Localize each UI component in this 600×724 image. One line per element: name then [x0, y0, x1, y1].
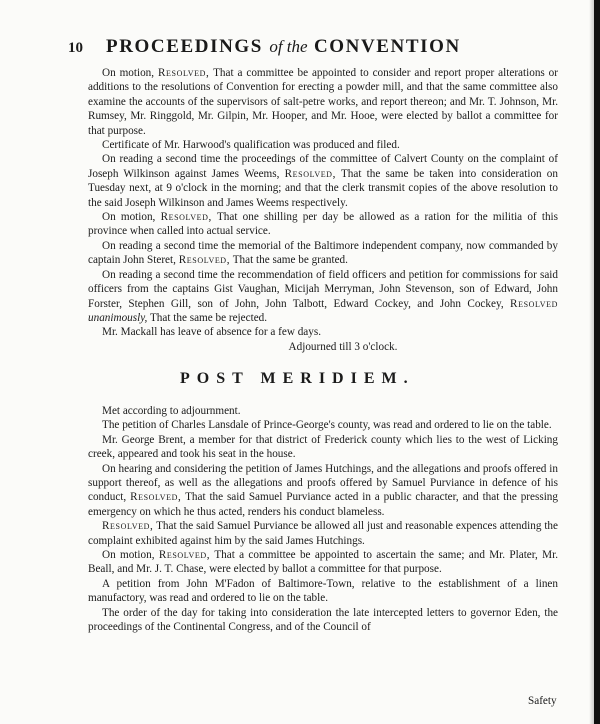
paragraph-hutchings-petition: On hearing and considering the petition of James Hutchings, and the allegations and proofs offered in support thereof, as well as the allegations and proofs offered by Samuel Purviance in defence of his conduct, Resolved, That the said Samuel Purviance acted in a public character, and that the pressing emergency on which he thus acted, renders his conduct blameless. — [88, 462, 558, 518]
resolved-word: Resolved — [510, 297, 559, 310]
paragraph-met-adjournment: Met according to adjournment. — [102, 405, 241, 417]
paragraph-powder-mill: On motion, Resolved, That a committee be appointed to consider and report proper alterations or additions to the resolutions of Convention for erecting a powder mill, and that the same committee also examine the accounts of the supervisors of salt-petre works, and report thereon; and Mr. T. Johnson, Mr. Rumsey, Mr. Ringgold, Mr. Gilpin, Mr. Hooper, and Mr. Hooe, were elected by ballot a committee for that purpose. — [88, 67, 558, 137]
paragraph-mackall-leave: Mr. Mackall has leave of absence for a few days. — [102, 326, 321, 339]
resolved-word: Resolved, — [102, 520, 154, 533]
resolved-word: Resolved, — [160, 211, 212, 224]
resolved-word: Resolved, — [284, 167, 336, 180]
paragraph-ascertain-committee: On motion, Resolved, That a committee be appointed to ascertain the same; and Mr. Plater, Mr. Beall, and Mr. J. T. Chase, were elected by ballot a committee for that purpose. — [88, 549, 559, 576]
paragraph-mfadon-petition: A petition from John M'Fadon of Baltimore-Town, relative to the establishment of a linen manufactory, was read and ordered to lie on the table. — [88, 577, 558, 605]
paragraph-purviance-expences: Resolved, That the said Samuel Purviance be allowed all just and reasonable expences attending the complaint exhibited against him by the said James Hutchings. — [88, 520, 558, 547]
running-head-proceedings: PROCEEDINGS — [106, 36, 263, 57]
paragraph-wilkinson-complaint: On reading a second time the proceedings of the committee of Calvert County on the complaint of Joseph Wilkinson against James Weems, Resolved, That the same be taken into consideration on Tuesday next, at 9 o'clock in the morning; and that the clerk transmit copies of the above resolution to the said Joseph Wilkinson and James Weems respectively. — [88, 153, 558, 209]
resolved-word: Resolved, — [130, 491, 182, 504]
adjourned-line: Adjourned till 3 o'clock. — [288, 340, 398, 353]
paragraph-brent-seat: Mr. George Brent, a member for that district of Frederick county which lies to the west of Licking creek, appeared and took his seat in the house. — [88, 433, 558, 461]
resolved-word: Resolved, — [158, 549, 211, 562]
running-head-of-the: of the — [269, 37, 308, 56]
page-number: 10 — [68, 40, 83, 56]
catchword: Safety — [528, 695, 557, 707]
unanimously-word: unanimously, — [88, 311, 148, 324]
paragraph-field-officers: On reading a second time the recommendation of field officers and petition for commissions for said officers from the captains Gist Vaughan, Micijah Merryman, John Stevenson, son of Edward, John Forster, Stephen Gill, son of John, John Talbott, Edward Cockey, and John Cockey, Resolved unanimously, That the same be rejected. — [88, 268, 559, 324]
section-heading-post-meridiem: POST MERIDIEM. — [180, 370, 415, 387]
scan-border — [594, 0, 600, 724]
paragraph-baltimore-company: On reading a second time the memorial of the Baltimore independent company, now commanded by captain John Steret, Resolved, That the same be granted. — [88, 239, 558, 267]
running-head — [106, 36, 461, 58]
resolved-word: Resolved, — [157, 67, 210, 79]
paragraph-militia-ration: On motion, Resolved, That one shilling per day be allowed as a ration for the militia of this province when called into actual service. — [88, 211, 559, 238]
paragraph-harwood-certificate: Certificate of Mr. Harwood's qualification was produced and filed. — [102, 139, 400, 152]
resolved-word: Resolved, — [178, 254, 231, 267]
paragraph-lansdale-petition: The petition of Charles Lansdale of Prince-George's county, was read and ordered to lie on the table. — [102, 419, 552, 432]
running-head-convention: CONVENTION — [313, 36, 461, 57]
morning-session — [88, 66, 558, 354]
afternoon-session — [88, 404, 558, 635]
page-header — [68, 36, 538, 60]
paragraph-order-of-day: The order of the day for taking into consideration the late intercepted letters to governor Eden, the proceedings of the Continental Congress, and of the Council of — [88, 606, 558, 634]
